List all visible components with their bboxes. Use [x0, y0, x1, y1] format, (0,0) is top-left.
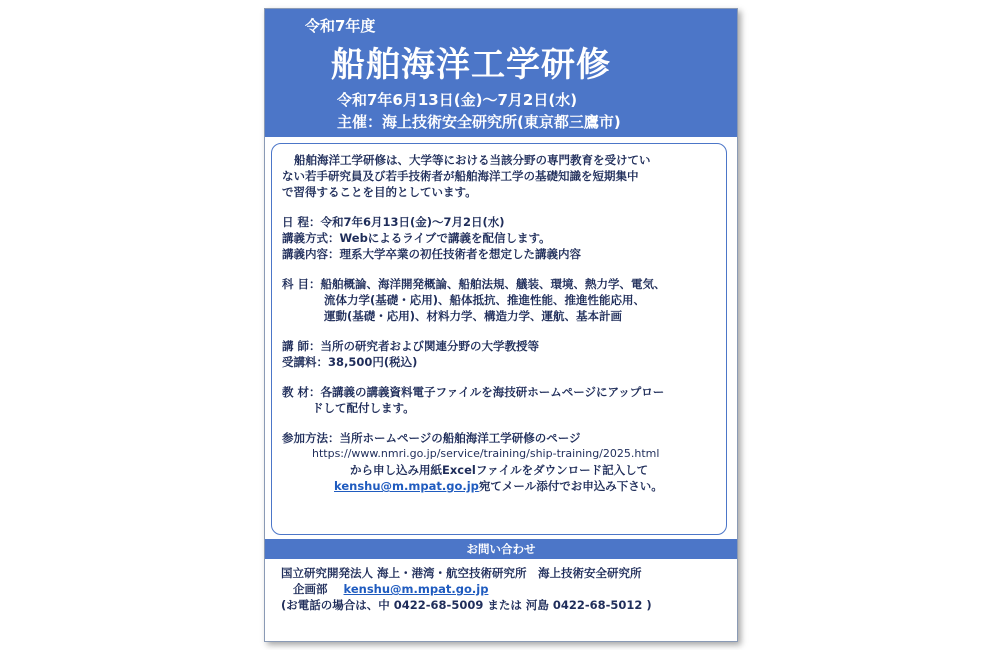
fee: 受講料：38,500円(税込) [282, 355, 418, 369]
details-box [271, 143, 727, 535]
details-text [282, 152, 718, 494]
fiscal-year: 令和7年度 [305, 17, 376, 35]
contact-info [281, 565, 731, 613]
instructors: 講 師：当所の研究者および関連分野の大学教授等 [282, 339, 540, 353]
contact-dept-line [281, 581, 731, 597]
contact-dept: 企画部 [293, 582, 328, 596]
intro-line: ない若手研究員及び若手技術者が船舶海洋工学の基礎知識を短期集中 [282, 169, 639, 183]
materials-line: ドして配付します。 [312, 401, 415, 415]
contact-heading: お問い合わせ [265, 539, 737, 559]
header-banner [265, 9, 737, 137]
apply-line: 参加方法：当所ホームページの船舶海洋工学研修のページ [282, 431, 581, 445]
intro-line: 船舶海洋工学研修は、大学等における当該分野の専門教育を受けてい [294, 153, 651, 167]
intro-line: で習得することを目的としています。 [282, 185, 477, 199]
flyer [264, 8, 738, 642]
schedule: 日 程：令和7年6月13日(金)～7月2日(水) [282, 215, 505, 229]
materials-line: 教 材：各講義の講義資料電子ファイルを海技研ホームページにアップロー [282, 385, 665, 399]
subjects-line: 流体力学(基礎・応用)、船体抵抗、推進性能、推進性能応用、 [324, 293, 646, 307]
lecture-content: 講義内容：理系大学卒業の初任技術者を想定した講義内容 [282, 247, 581, 261]
apply-email-suffix: 宛てメール添付でお申込み下さい。 [478, 479, 663, 493]
apply-email-line [282, 478, 718, 494]
contact-email-link[interactable]: kenshu@m.mpat.go.jp [343, 582, 489, 596]
contact-phone: (お電話の場合は、中 0422-68-5009 または 河島 0422-68-5012 ) [281, 598, 652, 612]
apply-line: から申し込み用紙Excelファイルをダウンロード記入して [350, 463, 649, 477]
contact-org: 国立研究開発法人 海上・港湾・航空技術研究所 海上技術安全研究所 [281, 566, 642, 580]
lecture-method: 講義方式：Webによるライブで講義を配信します。 [282, 231, 551, 245]
apply-email-link[interactable]: kenshu@m.mpat.go.jp [334, 479, 479, 493]
subjects-line: 科 目：船舶概論、海洋開発概論、船舶法規、艤装、環境、熱力学、電気、 [282, 277, 666, 291]
page-title: 船舶海洋工学研修 [331, 45, 611, 85]
apply-url[interactable]: https://www.nmri.go.jp/service/training/ship-training/2025.html [312, 447, 660, 460]
subjects-line: 運動(基礎・応用)、材料力学、構造力学、運航、基本計画 [324, 309, 623, 323]
header-organizer: 主催：海上技術安全研究所(東京都三鷹市) [337, 113, 621, 131]
header-dates: 令和7年6月13日(金)～7月2日(水) [337, 91, 578, 109]
